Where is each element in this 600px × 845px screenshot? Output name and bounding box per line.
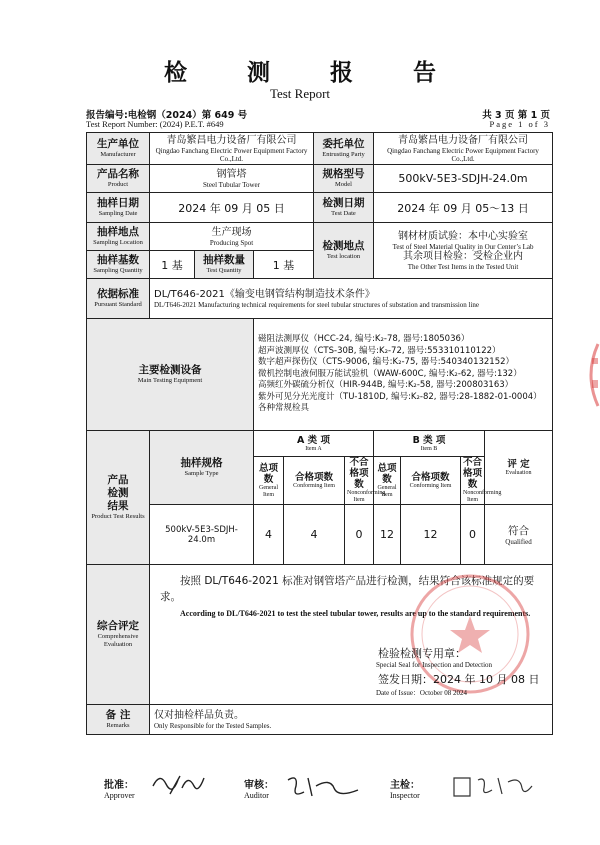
b-nonconform-value: 0: [461, 505, 485, 565]
auditor-signature-icon: [282, 772, 366, 802]
a-conform-header: 合格项数 Conforming Item: [284, 457, 345, 505]
inspector-signature-icon: [450, 772, 536, 800]
equipment-item: 微机控制电液伺服万能试验机（WAW-600C, 编号:K₂-62, 器号:132）: [258, 368, 522, 379]
b-conform-value: 12: [401, 505, 461, 565]
report-table: [86, 132, 553, 735]
approver-label-en: Approver: [104, 791, 135, 800]
side-seal-fragment-icon: [582, 340, 600, 410]
equipment-item: 磁阻法测厚仪（HCC-24, 编号:K₂-78, 器号:1805036）: [258, 333, 470, 344]
manufacturer-label: 生产单位 Manufacturer: [87, 133, 150, 165]
a-nonconform-header: 不合格项数 Nonconforming Item: [345, 457, 374, 505]
approver-signature-icon: [148, 768, 210, 802]
test-date-label: 检测日期 Test Date: [314, 193, 374, 223]
product-label: 产品名称 Product: [87, 165, 150, 193]
a-conform-value: 4: [284, 505, 345, 565]
verdict-value: 符合 Qualified: [485, 505, 553, 565]
b-conform-header: 合格项数 Conforming Item: [401, 457, 461, 505]
seal-label-en: Special Seal for Inspection and Detection: [376, 661, 493, 669]
test-quantity-value: 1 基: [254, 251, 314, 279]
b-nonconform-header: 不合格项数 Nonconforming Item: [461, 457, 485, 505]
approver-label: 批准：: [104, 780, 134, 791]
sampling-location-value: 生产现场 Producing Spot: [150, 223, 314, 251]
sampling-date-label: 抽样日期 Sampling Date: [87, 193, 150, 223]
results-label: 产品 检测 结果 Product Test Results: [87, 431, 150, 565]
test-location-label: 检测地点 Test location: [314, 223, 374, 279]
comprehensive-text-cn: 按照 DL/T646-2021 标准对钢管塔产品进行检测，结果符合该标准规定的要求。: [160, 575, 535, 603]
entrusting-value: 青岛繁昌电力设备厂有限公司 Qingdao Fanchang Electric Power Equipment Factory Co.,Ltd.: [374, 133, 553, 165]
remarks-value: 仅对抽检样品负责。 Only Responsible for the Tested Samples.: [150, 705, 553, 735]
inspector-label-en: Inspector: [390, 791, 420, 800]
report-number-en: Test Report Number: (2024) P.E.T. #649: [86, 119, 224, 129]
inspector-block: [390, 776, 420, 800]
issue-date-cn: 签发日期：2024 年 10 月 08 日: [378, 673, 540, 686]
entrusting-label: 委托单位 Entrusting Party: [314, 133, 374, 165]
sample-type-header: 抽样规格 Sample Type: [150, 431, 254, 505]
model-label: 规格型号 Model: [314, 165, 374, 193]
sampling-location-label: 抽样地点 Sampling Location: [87, 223, 150, 251]
product-value: 钢管塔 Steel Tubular Tower: [150, 165, 314, 193]
test-location-value: 钢材材质试验：本中心实验室 Test of Steel Material Quality in Our Center’s Lab 其余项目检验：受检企业内 The Other Test Items in the Tested Unit: [374, 223, 553, 279]
issue-date-en: Date of Issue：October 08 2024: [376, 689, 467, 697]
sampling-quantity-label: 抽样基数 Sampling Quantity: [87, 251, 150, 279]
standard-value: DL/T646-2021《输变电钢管结构制造技术条件》 DL/T646-2021 Manufacturing technical requirements for steel tubular structures of substation and transmission line: [150, 279, 553, 319]
auditor-label-en: Auditor: [244, 791, 269, 800]
equipment-item: 高频红外碳硫分析仪（HIR-944B, 编号:K₂-58, 器号:200803163）: [258, 380, 514, 391]
approver-block: [104, 776, 135, 800]
comprehensive-body: [150, 565, 553, 705]
auditor-block: [244, 776, 274, 800]
seal-label-cn: 检验检测专用章：: [378, 647, 466, 660]
a-nonconform-value: 0: [345, 505, 374, 565]
sampling-quantity-value: 1 基: [150, 251, 195, 279]
standard-label: 依据标准 Pursuant Standard: [87, 279, 150, 319]
comprehensive-label: 综合评定 Comprehensive Evaluation: [87, 565, 150, 705]
item-b-header: B 类 项 Item B: [374, 431, 485, 457]
evaluation-header: 评 定 Evaluation: [485, 431, 553, 505]
sampling-date-value: 2024 年 09 月 05 日: [150, 193, 314, 223]
a-total-value: 4: [254, 505, 284, 565]
equipment-item: 紫外可见分光光度计（TU-1810D, 编号:K₂-82, 器号:28-1882-01-0004）: [258, 391, 542, 402]
b-total-header: 总项数 General Item: [374, 457, 401, 505]
report-title-en: Test Report: [269, 86, 331, 101]
comprehensive-text-en: According to DL/T646-2021 to test the steel tubular tower, results are up to the standard requirements.: [180, 609, 531, 618]
test-quantity-label: 抽样数量 Test Quantity: [195, 251, 254, 279]
equipment-item: 超声波测厚仪（CTS-30B, 编号:K₂-72, 器号:553310110122）: [258, 345, 501, 356]
equipment-item: 各种常规检具: [258, 403, 310, 414]
b-total-value: 12: [374, 505, 401, 565]
equipment-list: [254, 319, 553, 431]
a-total-header: 总项数 General Item: [254, 457, 284, 505]
inspector-label: 主检：: [390, 780, 420, 791]
manufacturer-value: 青岛繁昌电力设备厂有限公司 Qingdao Fanchang Electric Power Equipment Factory Co.,Ltd.: [150, 133, 314, 165]
report-title-cn: 检 测 报 告: [163, 60, 463, 86]
equipment-item: 数字超声探伤仪（CTS-9006, 编号:K₂-75, 器号:540340132152）: [258, 357, 515, 368]
page-count-en: Page 1 of 3: [489, 119, 550, 129]
model-value: 500kV-5E3-SDJH-24.0m: [374, 165, 553, 193]
remarks-label: 备 注 Remarks: [87, 705, 150, 735]
equipment-label: 主要检测设备 Main Testing Equipment: [87, 319, 254, 431]
test-date-value: 2024 年 09 月 05～13 日: [374, 193, 553, 223]
report-number-cn: 报告编号:电检钢（2024）第 649 号: [86, 110, 248, 121]
item-a-header: A 类 项 Item A: [254, 431, 374, 457]
page-count-cn: 共 3 页 第 1 页: [482, 110, 550, 121]
sample-type-value: 500kV-5E3-SDJH-24.0m: [150, 505, 254, 565]
auditor-label: 审核：: [244, 780, 274, 791]
